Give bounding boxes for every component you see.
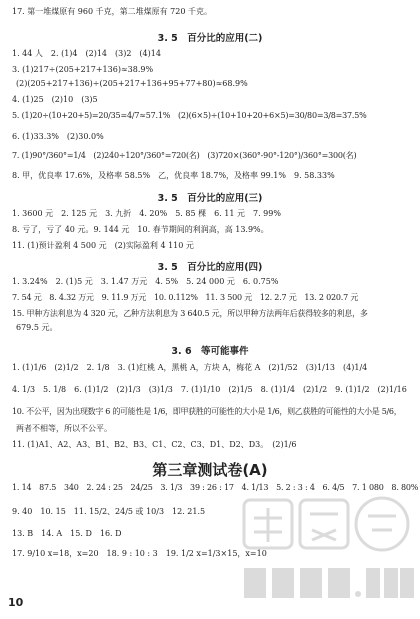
answer-c15b: 679.5 元。 (16, 323, 58, 332)
answer-e1-8: 1. 14 87.5 340 2. 24 : 25 24/25 3. 1/3 39 : 26 : 17 4. 1/13 5. 2 : 3 : 4 6. 4/5 7. 1 080 8. 80% (12, 483, 419, 492)
section-title-percent-app-3: 3. 5 百分比的应用(三) (157, 193, 263, 204)
answer-c15a: 15. 甲种方法利息为 4 320 元，乙种方法利息为 3 640.5 元，所以甲种方法两年后获得较多的利息，多 (12, 309, 368, 318)
answer-6: 6. (1)33.3% (2)30.0% (12, 132, 104, 141)
watermark-logo (236, 490, 416, 610)
answer-c1-6: 1. 3.24% 2. (1)5 元 3. 1.47 万元 4. 5% 5. 24 000 元 6. 0.75% (12, 277, 279, 286)
page-number: 10 (8, 596, 24, 609)
answer-c7-13: 7. 54 元 8. 4.32 万元 9. 11.9 万元 10. 0.112% 11. 3 500 元 12. 2.7 元 13. 2 020.7 元 (12, 293, 359, 302)
section-title-percent-app-4: 3. 5 百分比的应用(四) (157, 262, 263, 273)
answer-5: 5. (1)20÷(10+20+5)=20/35=4/7≈57.1% (2)(6×5)÷(10+10+20+6×5)=30/80=3/8=37.5% (12, 111, 367, 120)
section-title-equal-probability: 3. 6 等可能事件 (171, 346, 249, 357)
answer-3a: 3. (1)217÷(205+217+136)≈38.9% (12, 65, 154, 74)
answer-7: 7. (1)90°/360°=1/4 (2)240÷120°/360°=720(名) (3)720×(360°-90°-120°)/360°=300(名) (12, 151, 357, 160)
answer-d10b: 两者不相等，所以不公平。 (16, 424, 112, 433)
answer-1-4: 1. 44 人 2. (1)4 (2)14 (3)2 (4)14 (12, 49, 161, 58)
answer-d11: 11. (1)A1、A2、A3、B1、B2、B3、C1、C2、C3、D1、D2、D3。 (2)1/6 (12, 440, 297, 449)
section-title-percent-app-2: 3. 5 百分比的应用(二) (157, 33, 263, 44)
answer-e17-19: 17. 9/10 x=18，x=20 18. 9 : 10 : 3 19. 1/2 x=1/3×15，x=10 (12, 549, 267, 558)
answer-4: 4. (1)25 (2)10 (3)5 (12, 95, 98, 104)
answer-e9-12: 9. 40 10. 15 11. 15/2、24/5 或 10/3 12. 21.5 (12, 507, 206, 516)
answer-d4-9: 4. 1/3 5. 1/8 6. (1)1/2 (2)1/3 (3)1/3 7. (1)1/10 (2)1/5 8. (1)1/4 (2)1/2 9. (1)1/2 (2)1/16 (12, 385, 407, 394)
answer-e13-16: 13. B 14. A 15. D 16. D (12, 529, 122, 538)
answer-b1-7: 1. 3600 元 2. 125 元 3. 九折 4. 20% 5. 85 棵 6. 11 元 7. 99% (12, 209, 281, 218)
answer-3b: (2)(205+217+136)÷(205+217+136+95+77+80)≈68.9% (16, 79, 248, 88)
answer-17: 17. 第一堆煤原有 960 千克，第二堆煤原有 720 千克。 (12, 7, 212, 16)
answer-8-9: 8. 甲，优良率 17.6%，及格率 58.5% 乙，优良率 18.7%，及格率 99.1% 9. 58.33% (12, 171, 335, 180)
answer-b8-10: 8. 亏了，亏了 40 元。9. 144 元 10. 春节期间的利润高，高 13.9%。 (12, 225, 269, 234)
answer-d1-3: 1. (1)1/6 (2)1/2 2. 1/8 3. (1)红桃 A，黑桃 A，方块 A，梅花 A (2)1/52 (3)1/13 (4)1/4 (12, 363, 368, 372)
answer-b11: 11. (1)预计盈利 4 500 元 (2)实际盈利 4 110 元 (12, 241, 194, 250)
chapter-test-title: 第三章测试卷(A) (152, 461, 268, 479)
answer-d10a: 10. 不公平，因为出现数字 6 的可能性是 1/6，即甲获胜的可能性的大小是 1/6，则乙获胜的可能性的大小是 5/6， (12, 407, 402, 416)
